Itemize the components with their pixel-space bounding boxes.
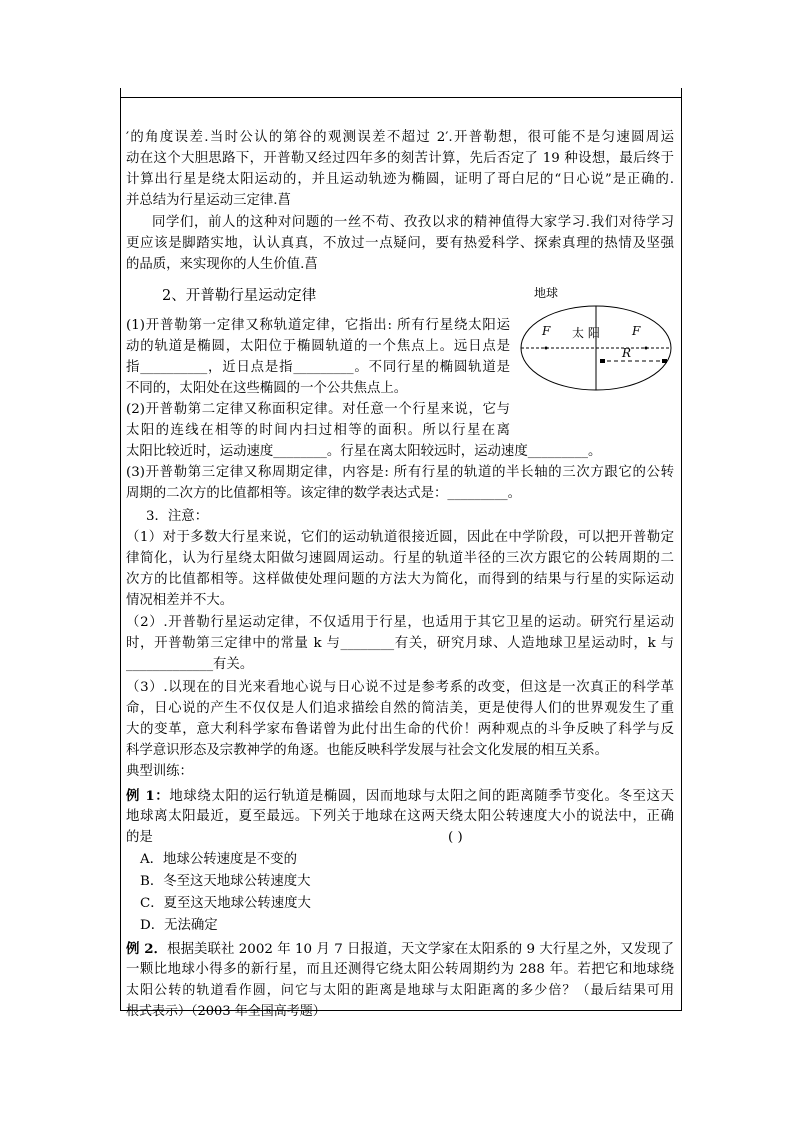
note3-line: （3）.以现在的目光来看地心说与日心说不过是参考系的改变，但这是一次真正的科学革: [126, 680, 674, 695]
note3-line: 命，日心说的产生不仅仅是人们追求描绘自然的简洁美，更是使得人们的世界观发生了重: [126, 701, 674, 716]
ex1-line: 地球离太阳最近，夏至最远。下列关于地球在这两天绕太阳公转速度大小的说法中，正确: [126, 809, 674, 824]
law2-line: 太阳的连线在相等的时间内扫过相等的面积。所以行星在离: [126, 423, 510, 438]
ex2-line: 根式表示）（2003 年全国高考题）: [126, 1004, 326, 1019]
section-title: 2、开普勒行星运动定律: [162, 288, 317, 304]
ex1-option-b: B．冬至这天地球公转速度大: [140, 874, 311, 889]
answer-bracket: ( ): [448, 830, 463, 845]
law2-line: 太阳比较近时，运动速度________。行星在离太阳较远时，运动速度_________。: [126, 444, 602, 459]
ex2-label: 例 2．: [126, 941, 168, 957]
note3-line: 科学意识形态及宗教神学的角逐。也能反映科学发展与社会文化发展的相互关系。: [126, 743, 609, 758]
notes-title: 3．注意：: [146, 509, 209, 524]
note1-line: 次方的比值都相等。这样做使处理问题的方法大为简化，而得到的结果与行星的实际运动: [126, 572, 674, 587]
note1-line: 情况相差并不大。: [126, 593, 234, 608]
p2-line: 的品质，来实现你的人生价值.菖: [126, 257, 318, 272]
law2-line: (2)开普勒第二定律又称面积定律。对任意一个行星来说，它与: [126, 402, 510, 417]
p2-line: 同学们，前人的这种对问题的一丝不苟、孜孜以求的精神值得大家学习.我们对待学习: [152, 215, 674, 230]
p1-line: 并总结为行星运动三定律.菖: [126, 193, 291, 208]
ex1-line: 例 1：地球绕太阳的运行轨道是椭圆，因而地球与太阳之间的距离随季节变化。冬至这天: [126, 788, 674, 804]
law3-line: (3)开普勒第三定律又称周期定律，内容是: 所有行星的轨道的半长轴的三次方跟它的公转: [126, 465, 674, 480]
note2-line: 时，开普勒第三定律中的常量 k 与________有关，研究月球、人造地球卫星运动时，k 与: [126, 636, 674, 651]
law1-line: 动的轨道是椭圆，太阳位于椭圆轨道的一个焦点上。远日点是: [126, 339, 510, 354]
p1-line: 计算出行星是绕太阳运动的，并且运动轨迹为椭圆，证明了哥白尼的“日心说”是正确的.: [126, 172, 674, 187]
note1-line: 律简化，认为行星绕太阳做匀速圆周运动。行星的轨道半径的三次方跟它的公转周期的二: [126, 551, 674, 566]
note2-line: （2）.开普勒行星运动定律，不仅适用于行星，也适用于其它卫星的运动。研究行星运动: [126, 615, 674, 630]
ex2-line: 一颗比地球小得多的新行星，而且还测得它绕太阳公转周期约为 288 年。若把它和地球绕: [126, 962, 674, 977]
focus-point-right: [645, 347, 648, 350]
note2-line: _____________有关。: [126, 657, 254, 672]
p1-line: ′的角度误差.当时公认的第谷的观测误差不超过 2′.开普勒想，很可能不是匀速圆周运: [126, 130, 674, 145]
law1-line: (1)开普勒第一定律又称轨道定律，它指出: 所有行星绕太阳运: [126, 318, 510, 333]
p2-line: 更应该是脚踏实地，认认真真，不放过一点疑问，要有热爱科学、探索真理的热情及坚强: [126, 236, 674, 251]
law1-line: 指__________，近日点是指_________。不同行星的椭圆轨道是: [126, 360, 510, 375]
top-divider: [120, 97, 682, 98]
focus-point-left: [545, 347, 548, 350]
focus-label-left: F: [542, 324, 551, 338]
note1-line: （1）对于多数大行星来说，它们的运动轨道很接近圆，因此在中学阶段，可以把开普勒定: [126, 530, 674, 545]
orbit-diagram: [516, 283, 676, 403]
ex1-label: 例 1：: [126, 788, 170, 804]
focus-label-right: F: [632, 324, 641, 338]
p1-line: 动在这个大胆思路下，开普勒又经过四年多的刻苦计算，先后否定了 19 种设想，最后终于: [126, 151, 674, 166]
radius-arrow-left: [600, 359, 605, 363]
ex1-option-c: C．夏至这天地球公转速度大: [140, 896, 311, 911]
law1-line: 不同的，太阳处在这些椭圆的一个公共焦点上。: [126, 381, 408, 396]
ex2-line: 太阳公转的轨道看作圆，问它与太阳的距离是地球与太阳距离的多少倍？（最后结果可用: [126, 983, 674, 998]
training-title: 典型训练：: [126, 764, 193, 779]
ex1-option-a: A．地球公转速度是不变的: [140, 852, 297, 867]
radius-arrow-right: [662, 359, 667, 363]
ex2-line: 例 2．根据美联社 2002 年 10 月 7 日报道，天文学家在太阳系的 9 大行星之外，又发现了: [126, 941, 674, 957]
law3-line: 周期的二次方的比值都相等。该定律的数学表达式是：_________。: [126, 486, 522, 501]
diagram-earth-label: 地球: [534, 286, 559, 300]
note3-line: 大的变革，意大利科学家布鲁诺曾为此付出生命的代价！两种观点的斗争反映了科学与反: [126, 722, 674, 737]
sun-label: 太 阳: [572, 326, 600, 340]
radius-label: R: [622, 346, 632, 360]
ex1-line: 的是: [126, 830, 153, 845]
ex1-option-d: D．无法确定: [140, 918, 218, 933]
